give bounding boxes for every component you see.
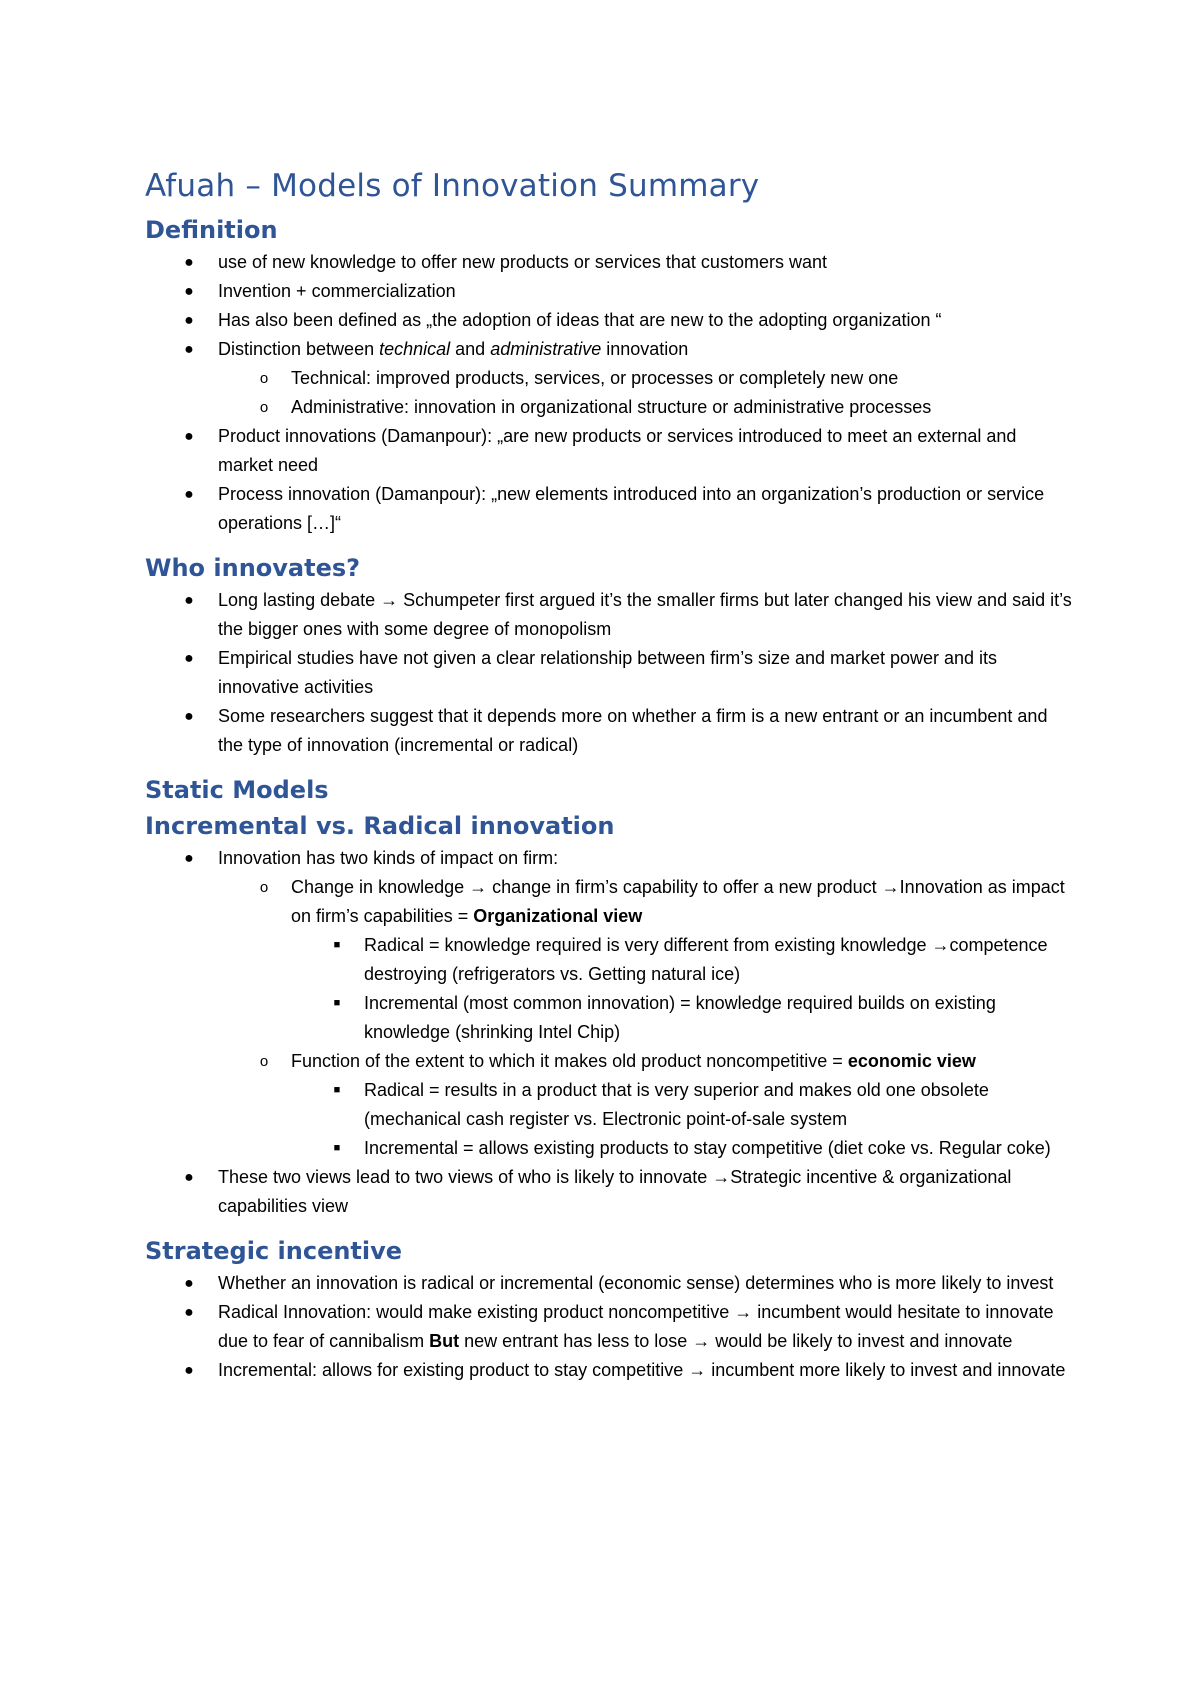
bullet-icon: ●: [184, 486, 194, 503]
bullet-icon: ●: [184, 1362, 194, 1379]
square-bullet-icon: ■: [333, 939, 341, 951]
definition-list: [145, 248, 1075, 538]
list-item: ● Some researchers suggest that it depends more on whether a firm is a new entrant or an incumbent and the type of innovation (incremental or radical): [145, 702, 1075, 760]
bullet-icon: ●: [184, 1169, 194, 1186]
list-item: ● Whether an innovation is radical or incremental (economic sense) determines who is more likely to invest: [145, 1269, 1075, 1298]
list-item: ● use of new knowledge to offer new products or services that customers want: [145, 248, 1075, 277]
square-bullet-icon: ■: [333, 1084, 341, 1096]
circle-bullet-icon: o: [259, 879, 269, 896]
list-item: ● Invention + commercialization: [145, 277, 1075, 306]
who-list: [145, 586, 1075, 760]
bullet-icon: ●: [184, 312, 194, 329]
static-list: [145, 844, 1075, 1221]
bullet-icon: ●: [184, 1304, 194, 1321]
heading-static-models: Static Models: [145, 776, 329, 804]
square-bullet-icon: ■: [333, 997, 341, 1009]
bullet-icon: ●: [184, 341, 194, 358]
bullet-icon: ●: [184, 1275, 194, 1292]
sub-sub-list: [291, 931, 1075, 1047]
list-item: o Change in knowledge → change in firm’s capability to offer a new product →Innovation as impact on firm’s capabilities = Organizational view ■ Radical = knowledge required is very different from existing knowledge →competence destroying (refrigerators vs. Getting natural ice) ■ Incremental (most common innovation) = knowledge required builds on existing knowledge (shrinking Intel Chip): [218, 873, 1075, 1047]
list-item: ● Radical Innovation: would make existing product noncompetitive → incumbent would hesitate to innovate due to fear of cannibalism But new entrant has less to lose → would be likely to invest and innovate: [145, 1298, 1075, 1356]
list-item: ● Product innovations (Damanpour): „are new products or services introduced to meet an external and market need: [145, 422, 1075, 480]
document-title: Afuah – Models of Innovation Summary: [145, 168, 760, 204]
list-item: ● Innovation has two kinds of impact on firm: o Change in knowledge → change in firm’s capability to offer a new product →Innovation as impact on firm’s capabilities = Organizational view ■ Radical = knowledge required is very different from existing knowledge →competence destroying (refrigerators vs. Getting natural ice) ■ Incremental (most common innovation) = knowledge required builds on existing knowledge (shrinking Intel Chip) o Function of the extent to which it makes old product noncompetitive = economic view ■ Radical = results in a product that is very superior and makes old one obsolete (mechanical cash register vs. Electronic point-of-sale system ■ Incremental = allows existing products to stay competitive (diet coke vs. Regular coke): [145, 844, 1075, 1163]
list-item: ■ Radical = knowledge required is very different from existing knowledge →competence destroying (refrigerators vs. Getting natural ice): [291, 931, 1075, 989]
sub-sub-list: [291, 1076, 1075, 1163]
list-item: o Function of the extent to which it makes old product noncompetitive = economic view ■ Radical = results in a product that is very superior and makes old one obsolete (mechanical cash register vs. Electronic point-of-sale system ■ Incremental = allows existing products to stay competitive (diet coke vs. Regular coke): [218, 1047, 1075, 1163]
list-item: o Technical: improved products, services, or processes or completely new one: [218, 364, 1075, 393]
list-item: ■ Radical = results in a product that is very superior and makes old one obsolete (mechanical cash register vs. Electronic point-of-sale system: [291, 1076, 1075, 1134]
list-item: ● These two views lead to two views of who is likely to innovate →Strategic incentive & organizational capabilities view: [145, 1163, 1075, 1221]
list-item: ● Distinction between technical and administrative innovation o Technical: improved products, services, or processes or completely new one o Administrative: innovation in organizational structure or administrative processes: [145, 335, 1075, 422]
heading-who-innovates: Who innovates?: [145, 554, 361, 582]
list-item: ■ Incremental (most common innovation) = knowledge required builds on existing knowledge (shrinking Intel Chip): [291, 989, 1075, 1047]
document-page: [145, 160, 1075, 1385]
bullet-icon: ●: [184, 254, 194, 271]
sub-list: [218, 364, 1075, 422]
list-item: ● Long lasting debate → Schumpeter first argued it’s the smaller firms but later changed his view and said it’s the bigger ones with some degree of monopolism: [145, 586, 1075, 644]
circle-bullet-icon: o: [259, 399, 269, 416]
circle-bullet-icon: o: [259, 1053, 269, 1070]
list-item: ● Incremental: allows for existing product to stay competitive → incumbent more likely to invest and innovate: [145, 1356, 1075, 1385]
list-item: ■ Incremental = allows existing products to stay competitive (diet coke vs. Regular coke): [291, 1134, 1075, 1163]
heading-strategic-incentive: Strategic incentive: [145, 1237, 403, 1265]
bullet-icon: ●: [184, 592, 194, 609]
bullet-icon: ●: [184, 428, 194, 445]
bullet-icon: ●: [184, 708, 194, 725]
circle-bullet-icon: o: [259, 370, 269, 387]
square-bullet-icon: ■: [333, 1142, 341, 1154]
list-item: ● Has also been defined as „the adoption of ideas that are new to the adopting organization “: [145, 306, 1075, 335]
list-item: ● Process innovation (Damanpour): „new elements introduced into an organization’s production or service operations […]“: [145, 480, 1075, 538]
bullet-icon: ●: [184, 650, 194, 667]
bullet-icon: ●: [184, 850, 194, 867]
sub-list: [218, 873, 1075, 1163]
list-item: ● Empirical studies have not given a clear relationship between firm’s size and market power and its innovative activities: [145, 644, 1075, 702]
strategic-list: [145, 1269, 1075, 1385]
list-item: o Administrative: innovation in organizational structure or administrative processes: [218, 393, 1075, 422]
heading-definition: Definition: [145, 216, 278, 244]
bullet-icon: ●: [184, 283, 194, 300]
heading-incremental-radical: Incremental vs. Radical innovation: [145, 812, 615, 840]
